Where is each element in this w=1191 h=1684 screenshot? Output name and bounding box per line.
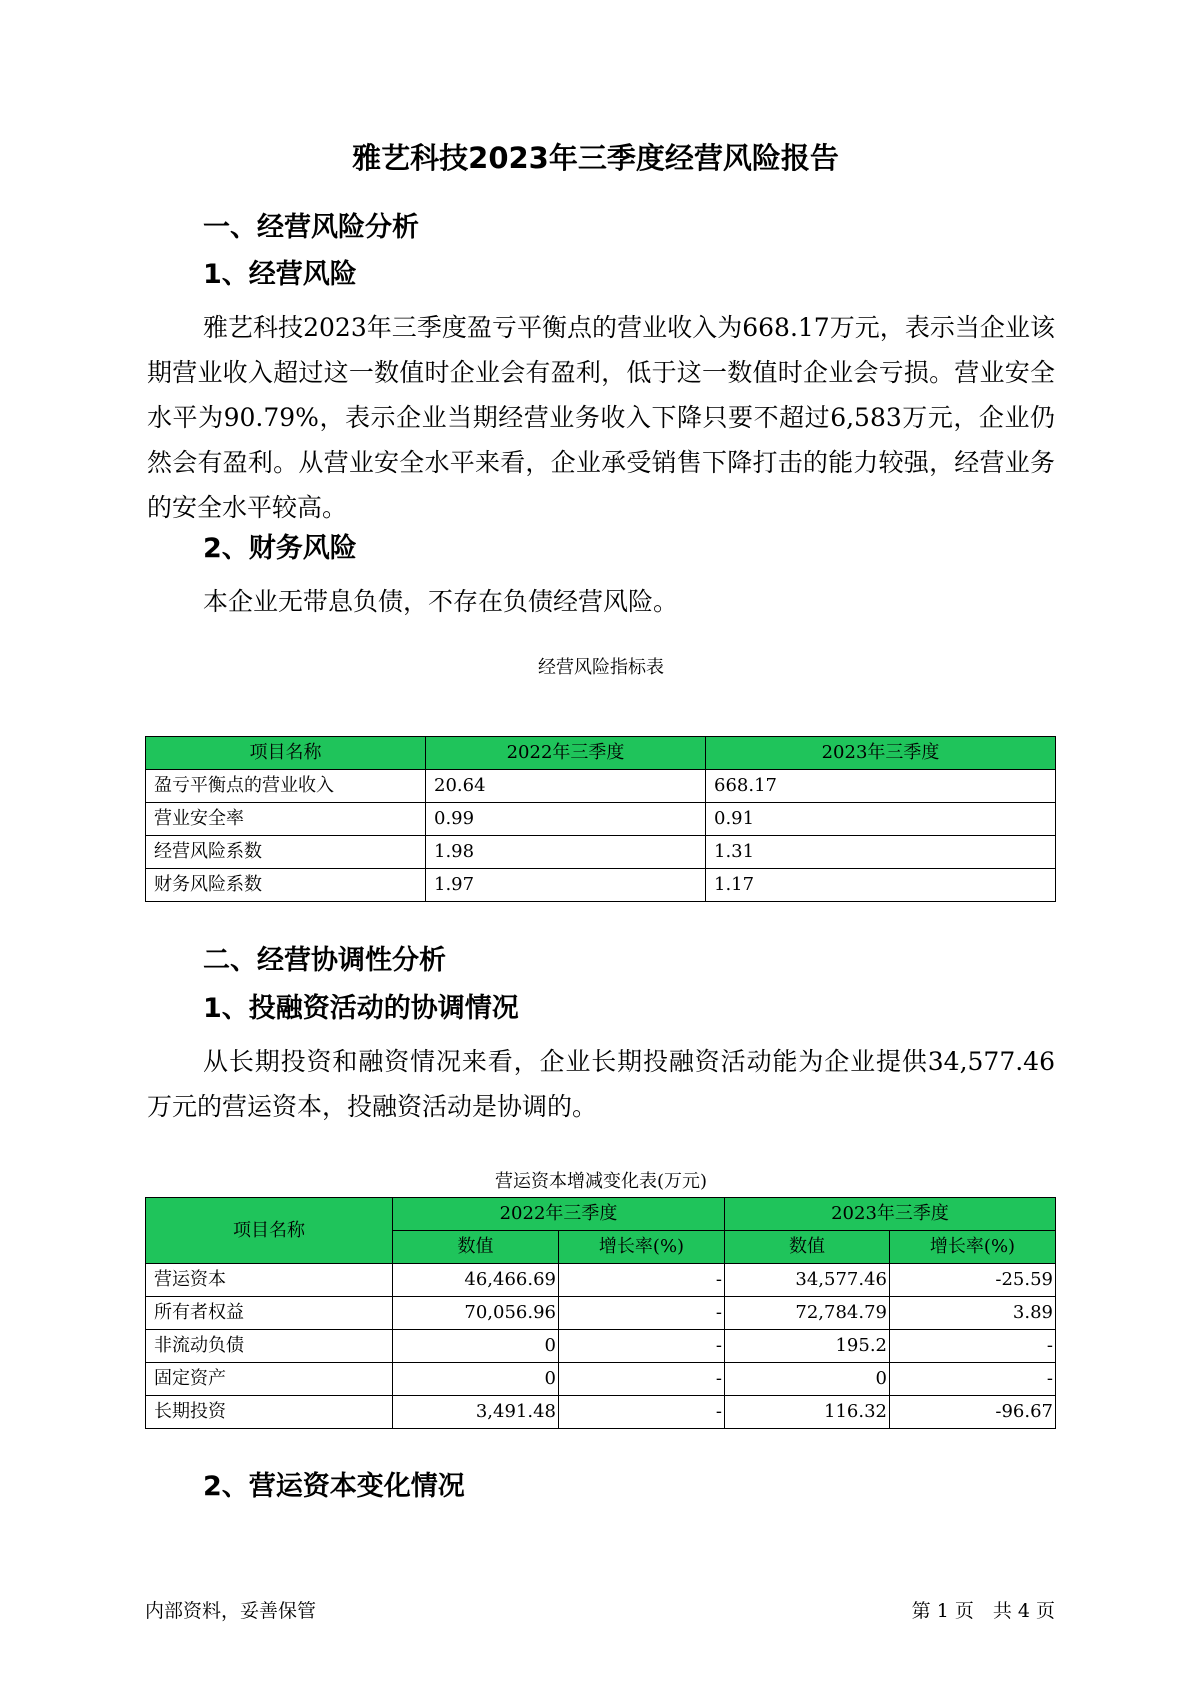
column-header-period-2023: 2023年三季度 [725, 1198, 1056, 1231]
row-label: 营运资本 [146, 1264, 393, 1297]
subheading-financial-risk: 2、财务风险 [203, 533, 357, 564]
cell-growth: - [559, 1363, 725, 1396]
table-header-row [146, 1198, 1056, 1231]
subheading-operating-risk: 1、经营风险 [203, 259, 357, 290]
cell-growth: - [559, 1396, 725, 1429]
financial-risk-paragraph: 本企业无带息负债，不存在负债经营风险。 [203, 587, 679, 616]
page-title: 雅艺科技2023年三季度经营风险报告 [352, 141, 839, 175]
capital-table-caption: 营运资本增减变化表(万元) [494, 1171, 708, 1192]
column-header: 2023年三季度 [706, 737, 1056, 770]
cell-growth: - [890, 1363, 1056, 1396]
cell-value: 34,577.46 [725, 1264, 890, 1297]
column-header-growth: 增长率(%) [559, 1231, 725, 1264]
table-row [146, 869, 1056, 902]
cell-value: 668.17 [706, 770, 1056, 803]
table-row [146, 1396, 1056, 1429]
cell-growth: - [559, 1330, 725, 1363]
table-row [146, 770, 1056, 803]
footer-page-number: 第 1 页 共 4 页 [911, 1600, 1055, 1622]
cell-value: 0.99 [426, 803, 706, 836]
cell-value: 3,491.48 [393, 1396, 559, 1429]
table-row [146, 1330, 1056, 1363]
cell-growth: -96.67 [890, 1396, 1056, 1429]
row-label: 盈亏平衡点的营业收入 [146, 770, 426, 803]
cell-growth: - [559, 1264, 725, 1297]
subheading-working-capital-change: 2、营运资本变化情况 [203, 1471, 465, 1502]
investment-financing-paragraph: 从长期投资和融资情况来看，企业长期投融资活动能为企业提供34,577.46万元的营运资本，投融资活动是协调的。 [147, 1047, 1055, 1121]
section-heading-operating-risk: 一、经营风险分析 [203, 212, 419, 243]
row-label: 营业安全率 [146, 803, 426, 836]
column-header-item: 项目名称 [146, 1198, 393, 1264]
cell-growth: - [890, 1330, 1056, 1363]
operating-risk-paragraph: 雅艺科技2023年三季度盈亏平衡点的营业收入为668.17万元，表示当企业该期营业收入超过这一数值时企业会有盈利，低于这一数值时企业会亏损。营业安全水平为90.79%，表示企业当期经营业务收入下降只要不超过6,583万元，企业仍然会有盈利。从营业安全水平来看，企业承受销售下降打击的能力较强，经营业务的安全水平较高。 [147, 313, 1055, 522]
cell-value: 195.2 [725, 1330, 890, 1363]
section-heading-coordination: 二、经营协调性分析 [203, 945, 446, 976]
table-row [146, 803, 1056, 836]
row-label: 固定资产 [146, 1363, 393, 1396]
cell-value: 0.91 [706, 803, 1056, 836]
table-row [146, 1363, 1056, 1396]
column-header-growth: 增长率(%) [890, 1231, 1056, 1264]
cell-value: 1.98 [426, 836, 706, 869]
cell-value: 46,466.69 [393, 1264, 559, 1297]
row-label: 财务风险系数 [146, 869, 426, 902]
cell-value: 0 [393, 1330, 559, 1363]
row-label: 经营风险系数 [146, 836, 426, 869]
cell-value: 0 [725, 1363, 890, 1396]
cell-value: 0 [393, 1363, 559, 1396]
row-label: 所有者权益 [146, 1297, 393, 1330]
row-label: 长期投资 [146, 1396, 393, 1429]
cell-value: 1.17 [706, 869, 1056, 902]
cell-value: 20.64 [426, 770, 706, 803]
cell-value: 72,784.79 [725, 1297, 890, 1330]
column-header: 2022年三季度 [426, 737, 706, 770]
column-header-value: 数值 [725, 1231, 890, 1264]
cell-value: 70,056.96 [393, 1297, 559, 1330]
table-row [146, 836, 1056, 869]
row-label: 非流动负债 [146, 1330, 393, 1363]
cell-value: 1.31 [706, 836, 1056, 869]
table-row [146, 1297, 1056, 1330]
cell-growth: - [559, 1297, 725, 1330]
subheading-investment-financing: 1、投融资活动的协调情况 [203, 993, 519, 1024]
column-header: 项目名称 [146, 737, 426, 770]
column-header-value: 数值 [393, 1231, 559, 1264]
table-row [146, 1264, 1056, 1297]
table-header-row [146, 737, 1056, 770]
column-header-period-2022: 2022年三季度 [393, 1198, 725, 1231]
working-capital-table [145, 1197, 1056, 1429]
cell-value: 116.32 [725, 1396, 890, 1429]
risk-indicator-table [145, 736, 1056, 902]
cell-growth: -25.59 [890, 1264, 1056, 1297]
cell-growth: 3.89 [890, 1297, 1056, 1330]
cell-value: 1.97 [426, 869, 706, 902]
footer-confidential-note: 内部资料，妥善保管 [145, 1600, 317, 1622]
risk-table-caption: 经营风险指标表 [538, 657, 664, 678]
